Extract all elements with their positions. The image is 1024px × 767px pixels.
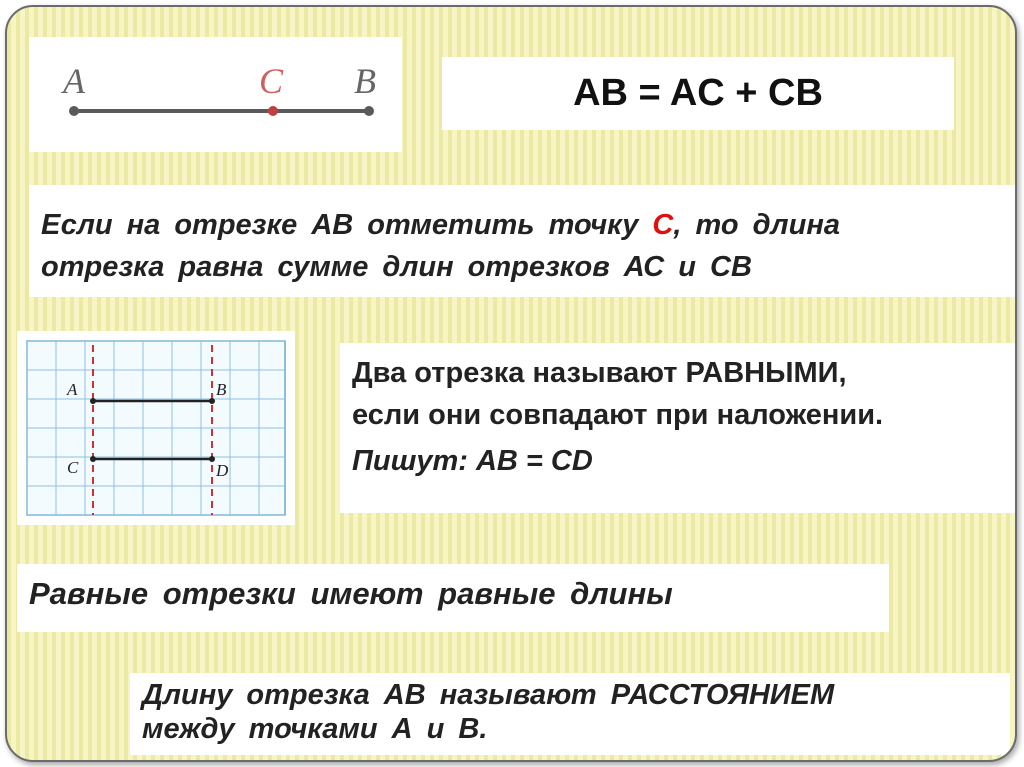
- formula-box: [442, 57, 954, 130]
- sum-rule-line1: Если на отрезке АВ отметить точку С, то длина: [41, 209, 840, 241]
- sum-rule-box: [29, 185, 1017, 297]
- label-b: B: [354, 61, 376, 101]
- grid-diagram: [17, 331, 295, 525]
- point-b: [364, 106, 374, 116]
- equal-def-line3: Пишут: АВ = CD: [352, 445, 593, 477]
- equal-def-line2: если они совпадают при наложении.: [352, 399, 884, 431]
- point-a: [69, 106, 79, 116]
- label-c: C: [259, 61, 284, 101]
- equal-def-line1: Два отрезка называют РАВНЫМИ,: [352, 357, 847, 389]
- formula: AB = AC + CB: [573, 72, 823, 114]
- equal-lengths-text: Равные отрезки имеют равные длины: [29, 576, 673, 611]
- equal-lengths-box: [17, 564, 889, 632]
- slide: [5, 5, 1017, 762]
- grid-label-a: A: [67, 380, 78, 399]
- segment-figure: [29, 37, 402, 152]
- sum-rule-line2: отрезка равна сумме длин отрезков АС и СВ: [41, 251, 752, 283]
- segment-diagram: [29, 37, 402, 152]
- distance-def-line2: между точками А и В.: [142, 713, 488, 745]
- distance-definition-box: [130, 673, 1010, 755]
- label-a: A: [63, 61, 85, 101]
- point-c: [268, 106, 278, 116]
- grid-label-b: B: [216, 380, 227, 399]
- equal-definition-box: [340, 343, 1017, 513]
- distance-def-line1: Длину отрезка АВ называют РАССТОЯНИЕМ: [142, 679, 835, 711]
- grid-label-d: D: [216, 461, 229, 480]
- point-c-highlight: С: [652, 209, 674, 241]
- grid-label-c: C: [67, 458, 79, 477]
- grid-figure: [17, 331, 295, 525]
